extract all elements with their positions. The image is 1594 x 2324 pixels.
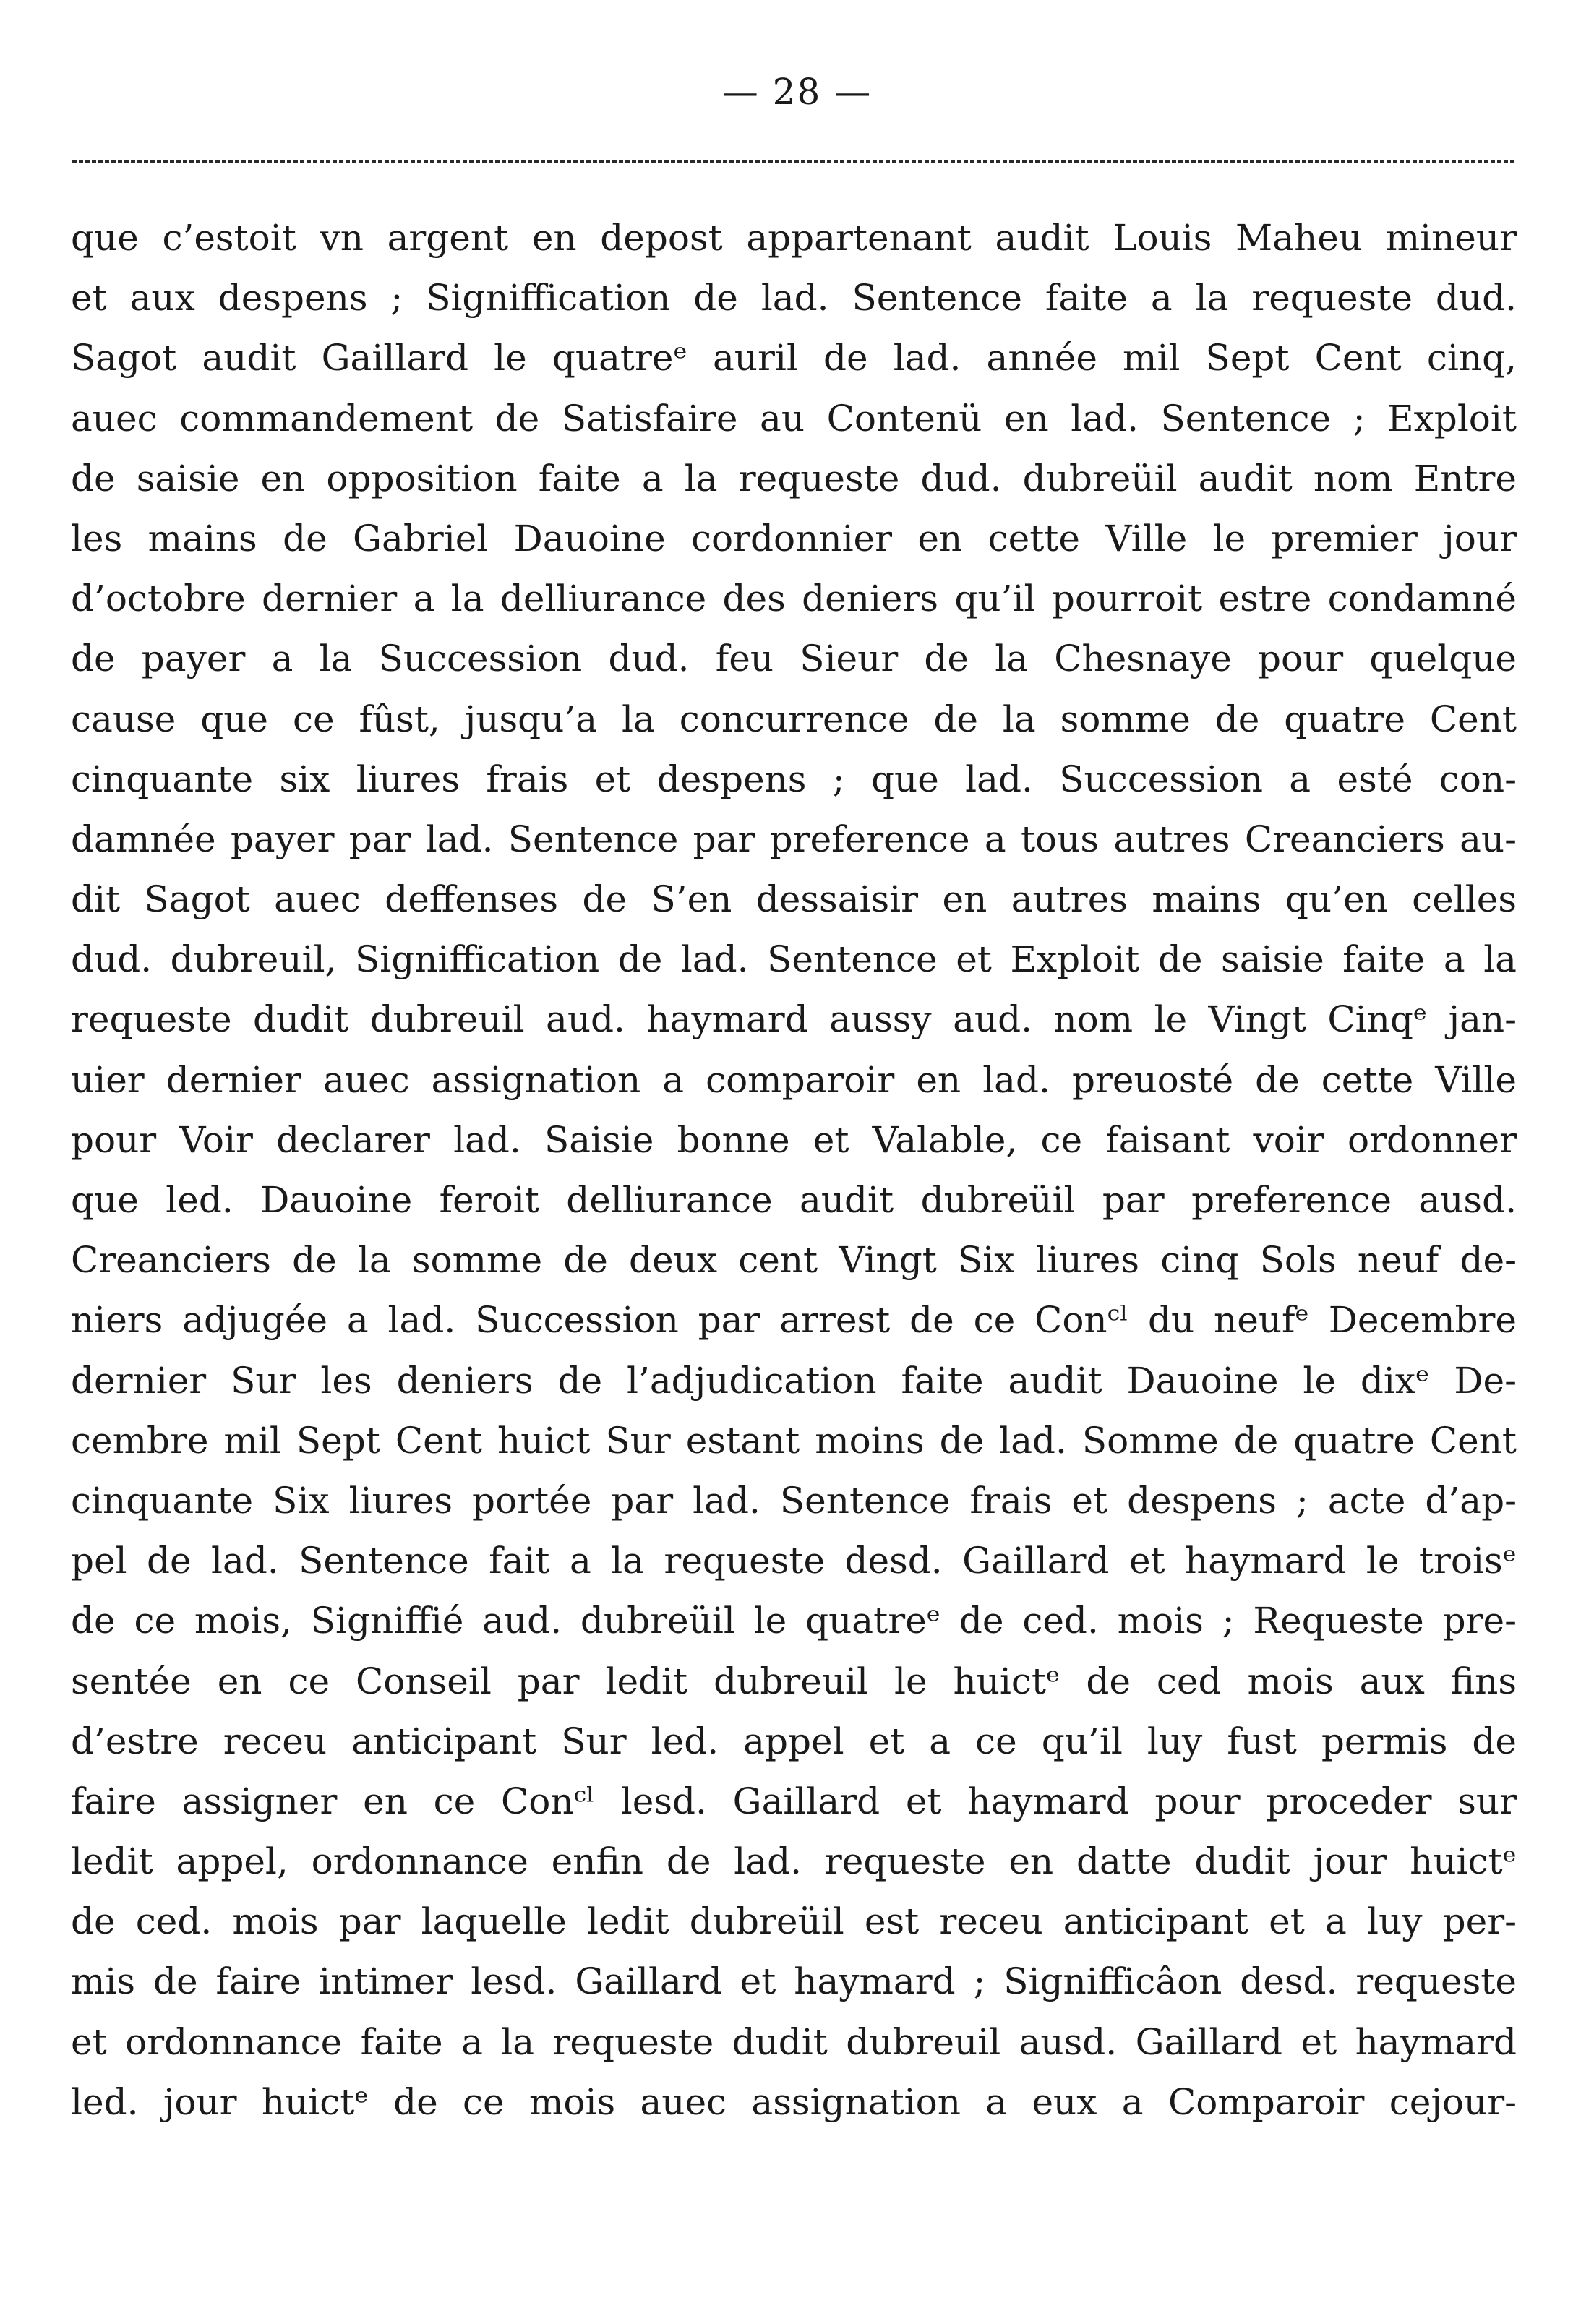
text-line: d’estre receu anticipant Sur led. appel et a ce qu’il luy fust permis de: [71, 1720, 1517, 1762]
body-text: [71, 208, 1517, 2132]
text-line: que led. Dauoine feroit delliurance audit dubreüil par preference ausd.: [71, 1179, 1517, 1221]
text-line: led. jour huictᵉ de ce mois auec assignation a eux a Comparoir cejour-: [71, 2080, 1517, 2123]
text-line: cinquante Six liures portée par lad. Sentence frais et despens ; acte d’ap-: [71, 1479, 1517, 1522]
text-line: pel de lad. Sentence fait a la requeste desd. Gaillard et haymard le troisᵉ: [71, 1540, 1517, 1582]
text-line: Creanciers de la somme de deux cent Vingt Six liures cinq Sols neuf de-: [71, 1239, 1517, 1282]
text-line: sentée en ce Conseil par ledit dubreuil le huictᵉ de ced mois aux fins: [71, 1660, 1517, 1702]
text-line: de ced. mois par laquelle ledit dubreüil est receu anticipant et a luy per-: [71, 1900, 1517, 1943]
text-line: et ordonnance faite a la requeste dudit dubreuil ausd. Gaillard et haymard: [71, 2020, 1517, 2063]
text-line: d’octobre dernier a la delliurance des deniers qu’il pourroit estre condamné: [71, 578, 1517, 620]
text-line: uier dernier auec assignation a comparoir en lad. preuosté de cette Ville: [71, 1058, 1517, 1101]
text-line: Sagot audit Gaillard le quatreᵉ auril de lad. année mil Sept Cent cinq,: [71, 337, 1517, 380]
text-line: requeste dudit dubreuil aud. haymard aussy aud. nom le Vingt Cinqᵉ jan-: [71, 998, 1517, 1041]
text-line: dud. dubreuil, Signiffication de lad. Sentence et Exploit de saisie faite a la: [71, 938, 1517, 981]
text-line: cembre mil Sept Cent huict Sur estant moins de lad. Somme de quatre Cent: [71, 1419, 1517, 1462]
text-line: et aux despens ; Signiffication de lad. Sentence faite a la requeste dud.: [71, 277, 1517, 320]
text-line: faire assigner en ce Conᶜˡ lesd. Gaillard et haymard pour proceder sur: [71, 1780, 1517, 1822]
text-line: de saisie en opposition faite a la requeste dud. dubreüil audit nom Entre: [71, 457, 1517, 499]
text-line: les mains de Gabriel Dauoine cordonnier en cette Ville le premier jour: [71, 517, 1517, 559]
text-line: damnée payer par lad. Sentence par preference a tous autres Creanciers au-: [71, 818, 1517, 860]
text-line: pour Voir declarer lad. Saisie bonne et Valable, ce faisant voir ordonner: [71, 1118, 1517, 1161]
text-line: auec commandement de Satisfaire au Contenü en lad. Sentence ; Exploit: [71, 397, 1517, 439]
text-line: niers adjugée a lad. Succession par arrest de ce Conᶜˡ du neufᵉ Decembre: [71, 1299, 1517, 1342]
text-line: que c’estoit vn argent en depost appartenant audit Louis Maheu mineur: [71, 217, 1517, 259]
text-line: dernier Sur les deniers de l’adjudication faite audit Dauoine le dixᵉ De-: [71, 1359, 1517, 1402]
header-rule: [72, 160, 1514, 163]
text-line: de payer a la Succession dud. feu Sieur de la Chesnaye pour quelque: [71, 638, 1517, 680]
text-line: mis de faire intimer lesd. Gaillard et haymard ; Signifficâon desd. requeste: [71, 1960, 1517, 2003]
text-line: ledit appel, ordonnance enfin de lad. requeste en datte dudit jour huictᵉ: [71, 1840, 1517, 1883]
text-line: cinquante six liures frais et despens ; que lad. Succession a esté con-: [71, 758, 1517, 800]
text-line: dit Sagot auec deffenses de S’en dessaisir en autres mains qu’en celles: [71, 878, 1517, 921]
page-number: — 28 —: [721, 71, 873, 113]
text-line: cause que ce fûst, jusqu’a la concurrence de la somme de quatre Cent: [71, 698, 1517, 740]
text-line: de ce mois, Signiffié aud. dubreüil le quatreᵉ de ced. mois ; Requeste pre-: [71, 1600, 1517, 1642]
